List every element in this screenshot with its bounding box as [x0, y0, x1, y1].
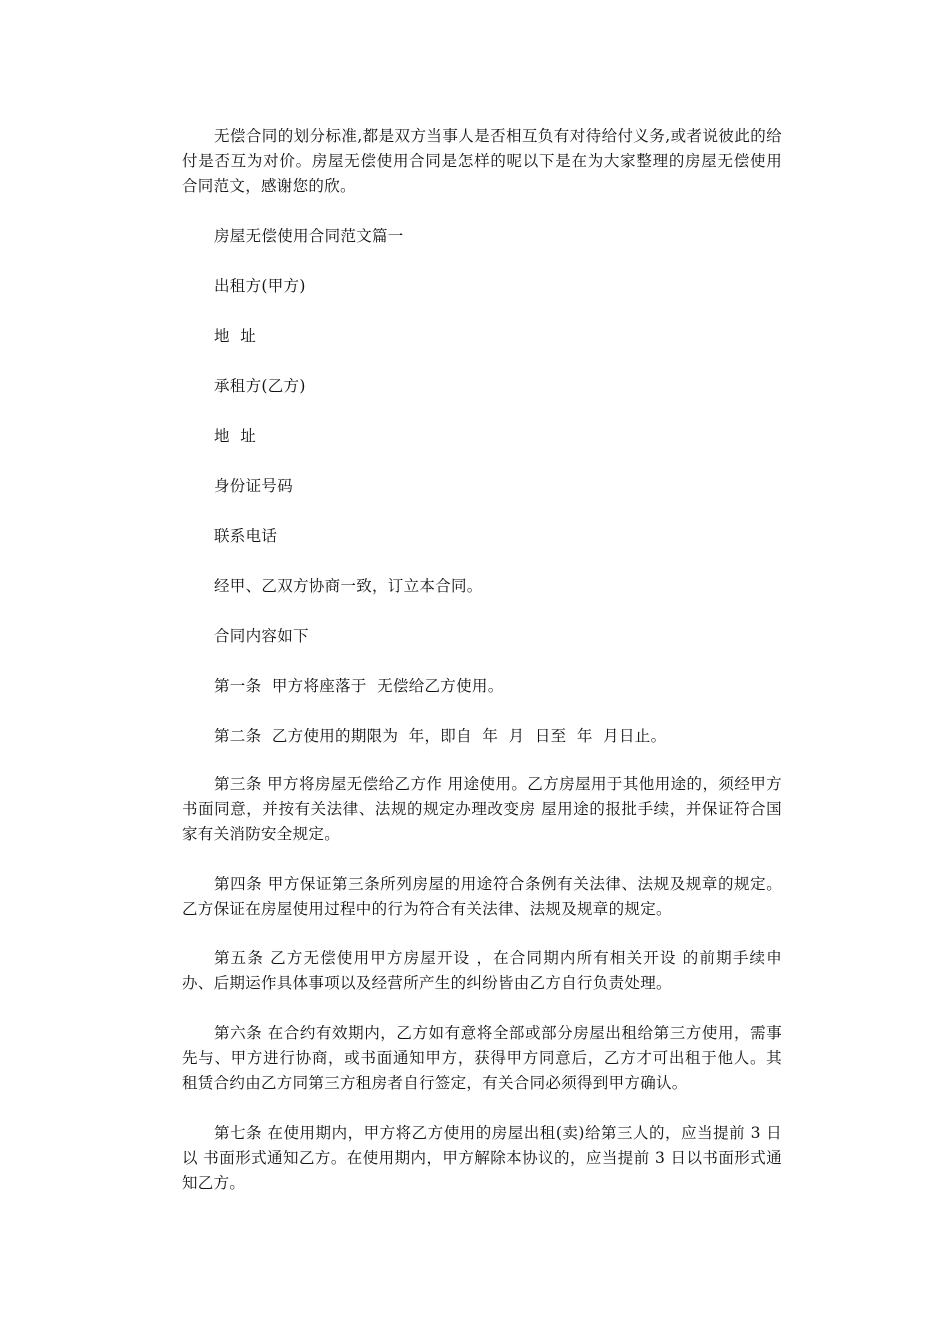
article-5: 第五条 乙方无偿使用甲方房屋开设 ，在合同期内所有相关开设 的前期手续申办、后期运作具体事项以及经营所产生的纠纷皆由乙方自行负责处理。: [182, 949, 782, 992]
agreement-statement: 经甲、乙双方协商一致，订立本合同。: [214, 577, 483, 595]
contents-heading: 合同内容如下: [214, 627, 309, 645]
intro-paragraph: 无偿合同的划分标准,都是双方当事人是否相互负有对待给付义务,或者说彼此的给付是否互为对价。房屋无偿使用合同是怎样的呢以下是在为大家整理的房屋无偿使用合同范文，感谢您的欣。: [182, 127, 782, 195]
article-7: 第七条 在使用期内，甲方将乙方使用的房屋出租(卖)给第三人的，应当提前 3 日以 书面形式通知乙方。在使用期内，甲方解除本协议的，应当提前 3 日以书面形式通知乙方。: [182, 1124, 782, 1192]
article-4: 第四条 甲方保证第三条所列房屋的用途符合条例有关法律、法规及规章的规定。乙方保证在房屋使用过程中的行为符合有关法律、法规及规章的规定。: [182, 875, 782, 918]
article-6: 第六条 在合约有效期内，乙方如有意将全部或部分房屋出租给第三方使用，需事先与、甲方进行协商，或书面通知甲方，获得甲方同意后，乙方才可出租于他人。其租赁合约由乙方同第三方租房者自行签定，有关合同必须得到甲方确认。: [182, 1024, 782, 1092]
id-number-label: 身份证号码: [214, 477, 294, 495]
lessor-address-label: 地 址: [214, 327, 257, 345]
lessee-label: 承租方(乙方): [214, 377, 306, 395]
section-heading: 房屋无偿使用合同范文篇一: [214, 227, 404, 245]
lessor-label: 出租方(甲方): [214, 277, 306, 295]
lessee-address-label: 地 址: [214, 427, 257, 445]
article-2: 第二条 乙方使用的期限为 年，即自 年 月 日至 年 月日止。: [214, 727, 667, 745]
phone-label: 联系电话: [214, 527, 278, 545]
article-1: 第一条 甲方将座落于 无偿给乙方使用。: [214, 677, 504, 695]
article-3: 第三条 甲方将房屋无偿给乙方作 用途使用。乙方房屋用于其他用途的，须经甲方书面同意，并按有关法律、法规的规定办理改变房 屋用途的报批手续，并保证符合国家有关消防安全规定。: [182, 775, 782, 843]
